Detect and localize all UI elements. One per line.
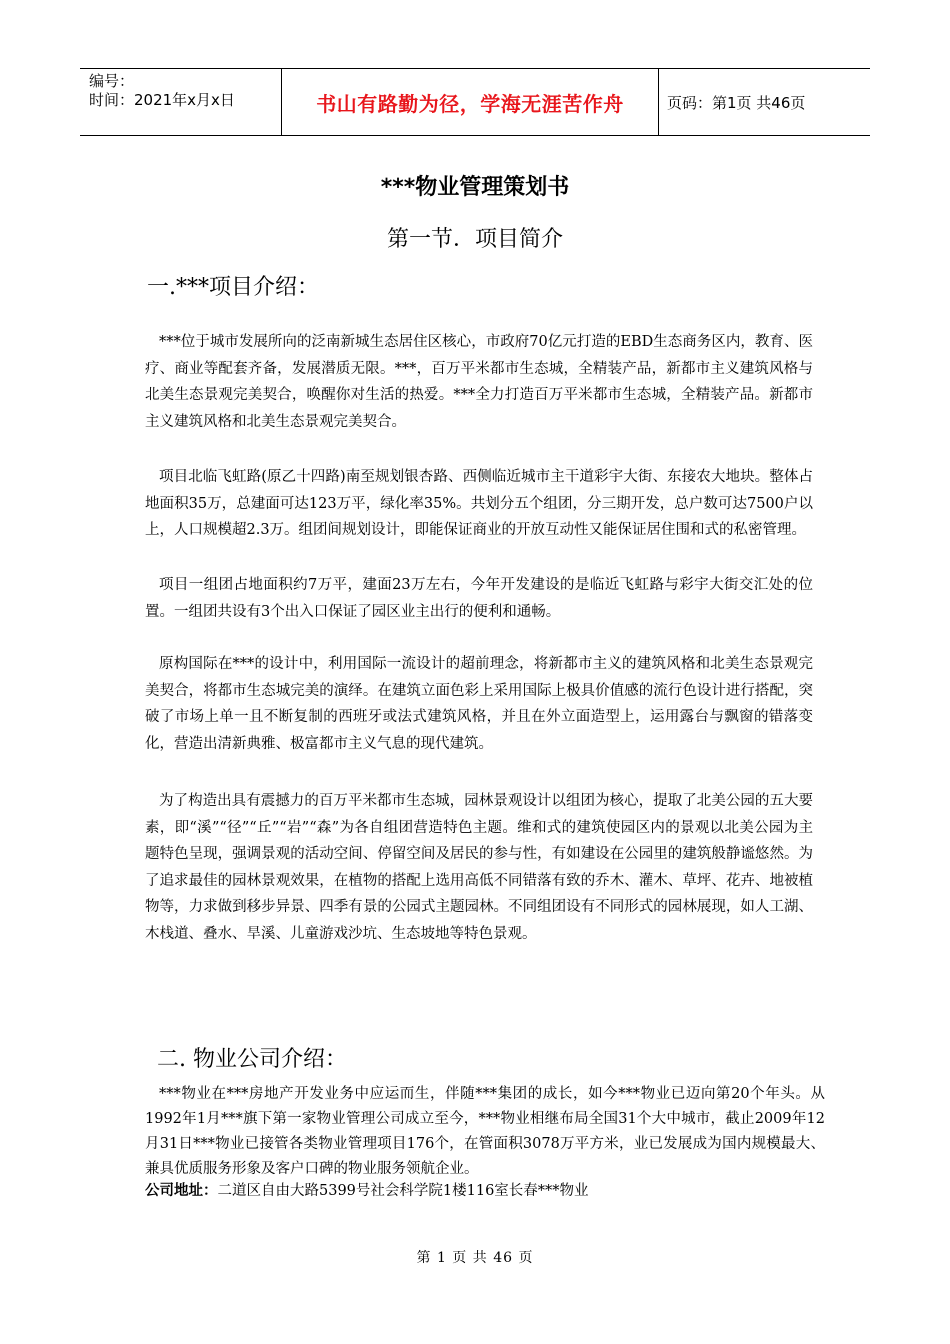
paragraph-location: ***位于城市发展所向的泛南新城生态居住区核心，市政府70亿元打造的EBD生态商务区内，教育、医疗、商业等配套齐备，发展潜质无限。***，百万平米都市生态城，全精装产品，新都市主义建筑风格与北美生态景观完美契合，唤醒你对生活的热爱。***全力打造百万平米都市生态城，全精装产品。新都市主义建筑风格和北美生态景观完美契合。	[145, 334, 813, 430]
company-address	[145, 1180, 589, 1202]
paragraph-site-overview: 项目北临飞虹路(原乙十四路)南至规划银杏路、西侧临近城市主干道彩宇大街、东接农大地块。整体占地面积35万，总建面可达123万平，绿化率35%。共划分五个组团，分三期开发，总户数可达7500户以上，人口规模超2.3万。组团间规划设计，即能保证商业的开放互动性又能保证居住围和式的私密管理。	[145, 469, 813, 538]
paragraph-architecture: 原构国际在***的设计中，利用国际一流设计的超前理念，将新都市主义的建筑风格和北美生态景观完美契合，将都市生态城完美的演绎。在建筑立面色彩上采用国际上极具价值感的流行色设计进行搭配，突破了市场上单一且不断复制的西班牙或法式建筑风格，并且在外立面造型上，运用露台与飘窗的错落变化，营造出清新典雅、极富都市主义气息的现代建筑。	[145, 656, 813, 752]
paragraph-first-phase: 项目一组团占地面积约7万平，建面23万左右，今年开发建设的是临近飞虹路与彩宇大街交汇处的位置。一组团共设有3个出入口保证了园区业主出行的便利和通畅。	[145, 577, 813, 620]
header-table	[80, 68, 870, 136]
document-date: 时间：2021年x月x日	[89, 91, 235, 109]
document-number-label: 编号：	[89, 72, 135, 90]
document-title: ***物业管理策划书	[380, 175, 570, 200]
header-motto: 书山有路勤为径，学海无涯苦作舟	[282, 69, 659, 135]
address-value: 二道区自由大路5399号社会科学院1楼116室长春***物业	[217, 1183, 589, 1199]
paragraph-company: ***物业在***房地产开发业务中应运而生，伴随***集团的成长，如今***物业已迈向第20个年头。从1992年1月***旗下第一家物业管理公司成立至今，***物业相继布局全国31个大中城市，截止2009年12月31日***物业已接管各类物业管理项目176个，在管面积3078万平方米，业已发展成为国内规模最大、兼具优质服务形象及客户口碑的物业服务领航企业。	[145, 1086, 825, 1177]
address-label: 公司地址：	[145, 1183, 218, 1199]
page-footer: 第 1 页 共 46 页	[416, 1250, 534, 1266]
heading-project-intro: 一.***项目介绍：	[147, 275, 319, 300]
heading-company-intro: 二. 物业公司介绍：	[157, 1047, 347, 1072]
paragraph-landscape: 为了构造出具有震撼力的百万平米都市生态城，园林景观设计以组团为核心，提取了北美公园的五大要素，即“溪”“径”“丘”“岩”“森”为各自组团营造特色主题。维和式的建筑使园区内的景观以北美公园为主题特色呈现，强调景观的活动空间、停留空间及居民的参与性，有如建设在公园里的建筑般静谧悠然。为了追求最佳的园林景观效果，在植物的搭配上选用高低不同错落有致的乔木、灌木、草坪、花卉、地被植物等，力求做到移步异景、四季有景的公园式主题园林。不同组团设有不同形式的园林展现，如人工湖、木栈道、叠水、旱溪、儿童游戏沙坑、生态坡地等特色景观。	[145, 793, 813, 942]
header-meta-cell	[80, 69, 282, 135]
section-title: 第一节．项目简介	[386, 227, 563, 252]
header-page-info: 页码：第1页 共46页	[667, 93, 806, 112]
